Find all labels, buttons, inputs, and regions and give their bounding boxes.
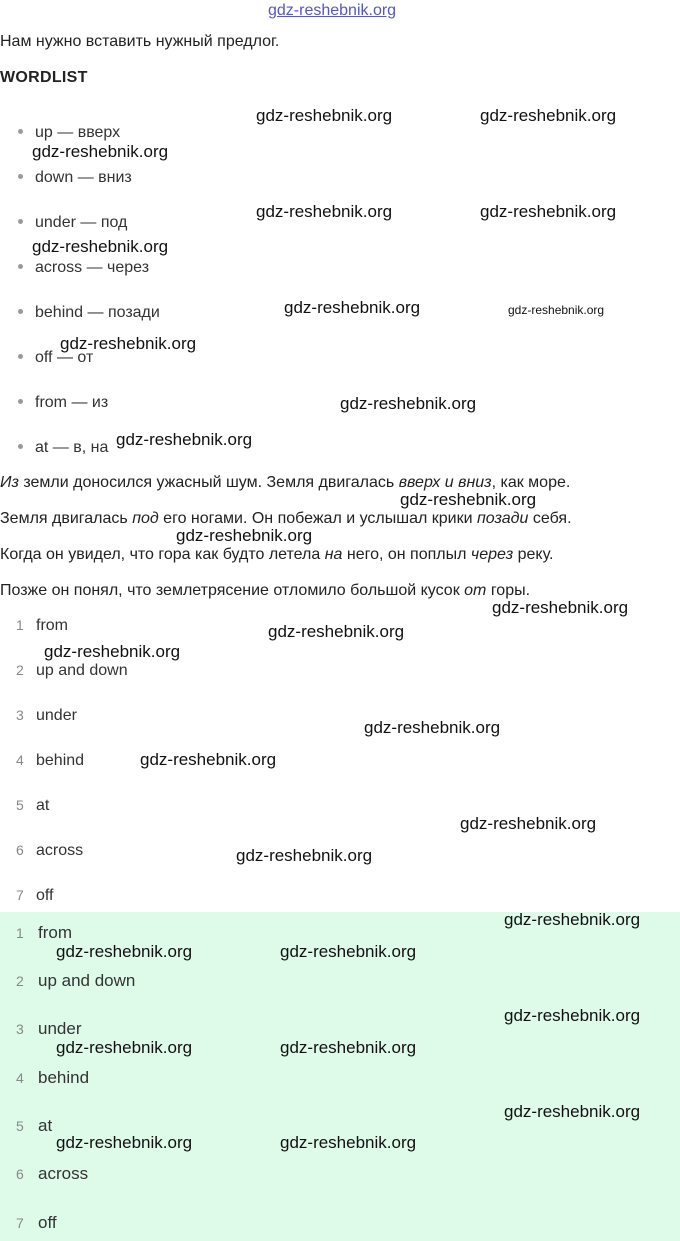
- bullet-icon: [18, 219, 23, 224]
- watermark: gdz-reshebnik.org: [340, 394, 477, 413]
- paragraph: Земля двигалась под его ногами. Он побежал и услышал крики позади себя.: [0, 510, 572, 527]
- watermark: gdz-reshebnik.org: [504, 910, 641, 929]
- paragraph: Позже он понял, что землетрясение отломило большой кусок от горы.: [0, 582, 531, 599]
- watermark: gdz-reshebnik.org: [116, 430, 253, 449]
- watermark: gdz-reshebnik.org: [268, 622, 405, 641]
- watermark: gdz-reshebnik.org: [56, 1038, 193, 1057]
- answer-item: 3 under: [16, 707, 77, 724]
- bullet-icon: [18, 264, 23, 269]
- paragraph: Когда он увидел, что гора как будто летела на него, он поплыл через реку.: [0, 546, 554, 563]
- wordlist-heading: WORDLIST: [0, 69, 88, 86]
- watermark: gdz-reshebnik.org: [504, 1102, 641, 1121]
- answer-box-item: 6 across: [16, 1164, 89, 1183]
- watermark: gdz-reshebnik.org: [236, 846, 373, 865]
- list-item: [18, 169, 132, 187]
- bullet-icon: [18, 399, 23, 404]
- bullet-icon: [18, 309, 23, 314]
- watermark: gdz-reshebnik.org: [176, 526, 313, 545]
- watermark: gdz-reshebnik.org: [400, 490, 537, 509]
- watermark: gdz-reshebnik.org: [480, 106, 617, 125]
- watermark: gdz-reshebnik.org: [364, 718, 501, 737]
- watermark: gdz-reshebnik.org: [504, 1006, 641, 1025]
- answer-box-item: 5 at: [16, 1116, 53, 1135]
- answer-box-item: 4 behind: [16, 1068, 90, 1087]
- bullet-icon: [18, 129, 23, 134]
- watermark: gdz-reshebnik.org: [480, 202, 617, 221]
- answer-item: 4 behind: [16, 752, 85, 769]
- answer-box-item: 1 from: [16, 923, 72, 942]
- wordlist-item: down — вниз: [35, 169, 132, 186]
- wordlist-item: off — от: [35, 349, 94, 366]
- answer-box-item: 2 up and down: [16, 971, 136, 990]
- watermark: gdz-reshebnik.org: [140, 750, 277, 769]
- wordlist-item: across — через: [35, 259, 150, 276]
- wordlist-item: under — под: [35, 214, 128, 231]
- wordlist-item: up — вверх: [35, 124, 121, 141]
- wordlist-item: from — из: [35, 394, 109, 411]
- watermark: gdz-reshebnik.org: [280, 1133, 417, 1152]
- paragraph: Из земли доносился ужасный шум. Земля двигалась вверх и вниз, как море.: [0, 474, 571, 491]
- answer-item: 5 at: [16, 797, 50, 814]
- watermark: gdz-reshebnik.org: [280, 942, 417, 961]
- watermark: gdz-reshebnik.org: [256, 106, 393, 125]
- answer-box-item: 7 off: [16, 1213, 57, 1232]
- answer-item: 1 from: [16, 617, 68, 634]
- list-item: [18, 259, 149, 277]
- watermark: gdz-reshebnik.org: [56, 942, 193, 961]
- watermark: gdz-reshebnik.org: [284, 298, 421, 317]
- watermark: gdz-reshebnik.org: [32, 237, 169, 256]
- bullet-icon: [18, 174, 23, 179]
- site-link[interactable]: gdz-reshebnik.org: [268, 2, 397, 19]
- watermark: gdz-reshebnik.org: [32, 142, 169, 161]
- list-item: [18, 304, 160, 322]
- bullet-icon: [18, 354, 23, 359]
- answer-item: 2 up and down: [16, 662, 128, 679]
- watermark: gdz-reshebnik.org: [280, 1038, 417, 1057]
- list-item: [18, 394, 108, 412]
- list-item: [18, 439, 108, 457]
- watermark: gdz-reshebnik.org: [460, 814, 597, 833]
- answer-item: 6 across: [16, 842, 84, 859]
- watermark: gdz-reshebnik.org: [492, 598, 629, 617]
- watermark: gdz-reshebnik.org: [60, 334, 197, 353]
- wordlist-item: at — в, на: [35, 439, 109, 456]
- watermark: gdz-reshebnik.org: [56, 1133, 193, 1152]
- list-item: [18, 124, 120, 142]
- watermark: gdz-reshebnik.org: [508, 303, 605, 317]
- bullet-icon: [18, 444, 23, 449]
- watermark: gdz-reshebnik.org: [44, 642, 181, 661]
- watermark: gdz-reshebnik.org: [256, 202, 393, 221]
- list-item: [18, 214, 127, 232]
- answer-item: 7 off: [16, 887, 54, 904]
- wordlist-item: behind — позади: [35, 304, 160, 321]
- answer-box-item: 3 under: [16, 1019, 82, 1038]
- intro-text: Нам нужно вставить нужный предлог.: [0, 33, 280, 50]
